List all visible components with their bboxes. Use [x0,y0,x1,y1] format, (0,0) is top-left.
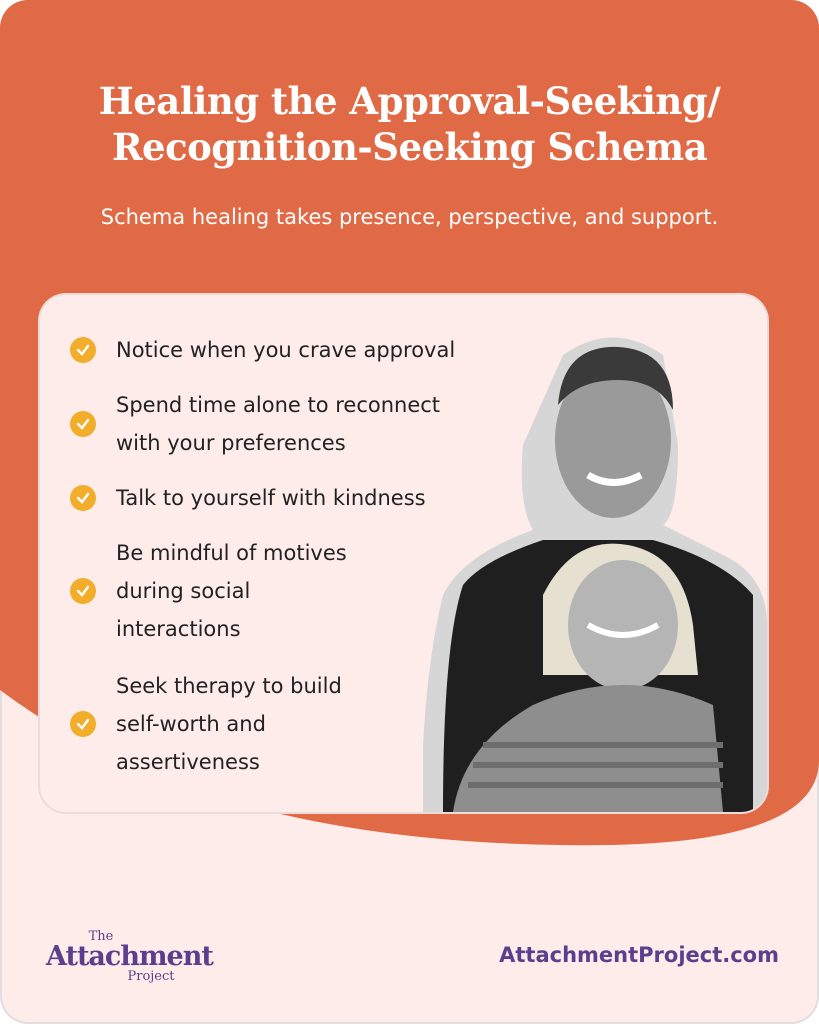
page-title [0,78,819,170]
check-circle-icon [70,337,96,363]
tips-card [40,295,767,812]
item-text: Notice when you crave approval [116,338,456,362]
item-text: Seek therapy to build self-worth and assertiveness [116,674,342,774]
item-text: Be mindful of motives during social interactions [116,541,347,641]
website-link[interactable]: AttachmentProject.com [499,943,779,967]
title-line-1: Healing the Approval-Seeking/ [98,79,721,123]
item-text: Talk to yourself with kindness [116,486,426,510]
check-circle-icon [70,711,96,737]
check-circle-icon [70,485,96,511]
check-circle-icon [70,578,96,604]
subtitle: Schema healing takes presence, perspective, and support. [100,205,719,229]
check-circle-icon [70,411,96,437]
item-text: Spend time alone to reconnect with your preferences [116,393,441,455]
father-daughter-photo [423,325,767,812]
attachment-project-logo[interactable]: The Attachment Project [46,929,213,984]
title-line-2: Recognition-Seeking Schema [111,125,708,169]
